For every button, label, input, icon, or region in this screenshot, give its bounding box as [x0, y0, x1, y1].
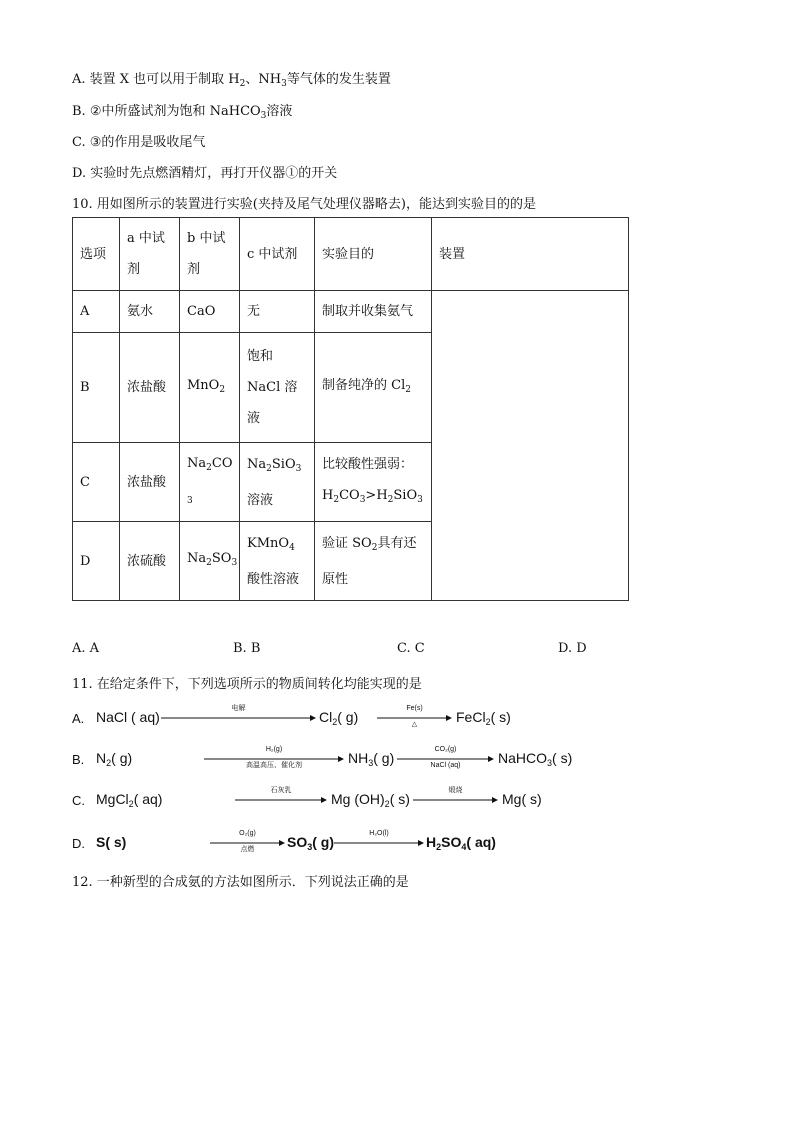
cell-option: C	[73, 443, 120, 522]
species: Mg $(OH)_2$( s)	[331, 791, 410, 809]
apparatus-cell	[432, 291, 629, 601]
cell-a: 浓硫酸	[120, 522, 180, 601]
q10-table	[72, 217, 629, 601]
q11-option-a	[72, 703, 632, 733]
species: $SO_3$( g)	[287, 834, 335, 852]
table-row	[73, 291, 629, 333]
cell-option: D	[73, 522, 120, 601]
cell-goal: 制备纯净的 $Cl_2$	[315, 333, 432, 443]
q10-stem: 10. 用如图所示的装置进行实验(夹持及尾气处理仪器略去)，能达到实验目的的是	[72, 197, 536, 212]
q10-answer-b: B. B	[233, 641, 261, 656]
cell-option: A	[73, 291, 120, 333]
q11-stem: 11. 在给定条件下，下列选项所示的物质间转化均能实现的是	[72, 677, 422, 692]
cell-a: 氨水	[120, 291, 180, 333]
cell-b: MnO$_2$	[180, 333, 240, 443]
cell-goal: 验证 $SO_2$具有还 原性	[315, 522, 432, 601]
q12-stem: 12. 一种新型的合成氨的方法如图所示．下列说法正确的是	[72, 875, 409, 890]
reaction-arrow: 煅烧	[413, 785, 498, 815]
header-apparatus: 装置	[432, 218, 629, 291]
cell-b: $Na_2SO_3$	[180, 522, 240, 601]
option-label: B.	[72, 752, 85, 767]
option-label: C.	[72, 793, 85, 808]
cell-option: B	[73, 333, 120, 443]
species: FeCl$_2$( s)	[456, 709, 511, 727]
q10-answer-c: C. C	[397, 641, 425, 656]
species: $H_2SO_4$( aq)	[426, 834, 496, 852]
q9-option-b: B. ②中所盛试剂为饱和 NaHCO$_3$溶液	[72, 104, 293, 121]
q10-answer-d: D. D	[558, 641, 587, 656]
option-label: D.	[72, 836, 85, 851]
reaction-arrow: 石灰乳	[235, 785, 327, 815]
reaction-arrow: Fe(s) △	[377, 703, 452, 733]
q11-option-d	[72, 828, 632, 858]
header-option: 选项	[73, 218, 120, 291]
cell-c: 饱和 NaCl 溶 液	[240, 333, 315, 443]
cell-b: CaO	[180, 291, 240, 333]
reaction-arrow: O₂(g) 点燃	[210, 828, 285, 858]
cell-goal: 制取并收集氨气	[315, 291, 432, 333]
table-header-row	[73, 218, 629, 291]
species: NaHCO$_3$( s)	[498, 750, 573, 768]
species: MgCl$_2$( aq)	[96, 791, 163, 809]
q9-option-d: D. 实验时先点燃酒精灯，再打开仪器①的开关	[72, 166, 338, 181]
species: $Cl_2$( g)	[319, 709, 359, 727]
species: S( s)	[96, 834, 127, 850]
cell-goal: 比较酸性强弱： $H_2CO_3>H_2SiO_3$	[315, 443, 432, 522]
header-a: a 中试 剂	[120, 218, 180, 291]
option-label: A.	[72, 711, 85, 726]
cell-c: 无	[240, 291, 315, 333]
species: $NH_3$( g)	[348, 750, 395, 768]
reaction-arrow: H₂(g) 高温高压、催化剂	[204, 744, 344, 774]
q9-option-a: A. 装置 X 也可以用于制取 $H_2$、$NH_3$等气体的发生装置	[72, 72, 391, 89]
cell-b: $Na_2CO$ 3	[180, 443, 240, 522]
cell-a: 浓盐酸	[120, 333, 180, 443]
header-c: c 中试剂	[240, 218, 315, 291]
q11-option-b	[72, 744, 632, 774]
cell-a: 浓盐酸	[120, 443, 180, 522]
species: $N_2$( g)	[96, 750, 133, 768]
species: NaCl ( aq)	[96, 709, 160, 725]
species: Mg( s)	[502, 791, 542, 807]
q10-answer-a: A. A	[72, 641, 100, 656]
reaction-arrow: H₂O(l)	[334, 828, 424, 858]
cell-c: KMnO$_4$ 酸性溶液	[240, 522, 315, 601]
cell-c: $Na_2SiO_3$ 溶液	[240, 443, 315, 522]
header-goal: 实验目的	[315, 218, 432, 291]
header-b: b 中试 剂	[180, 218, 240, 291]
reaction-arrow: CO₂(g) NaCl (aq)	[397, 744, 494, 774]
q11-option-c	[72, 785, 632, 815]
q9-option-c: C. ③的作用是吸收尾气	[72, 135, 206, 150]
reaction-arrow: 电解	[161, 703, 316, 733]
